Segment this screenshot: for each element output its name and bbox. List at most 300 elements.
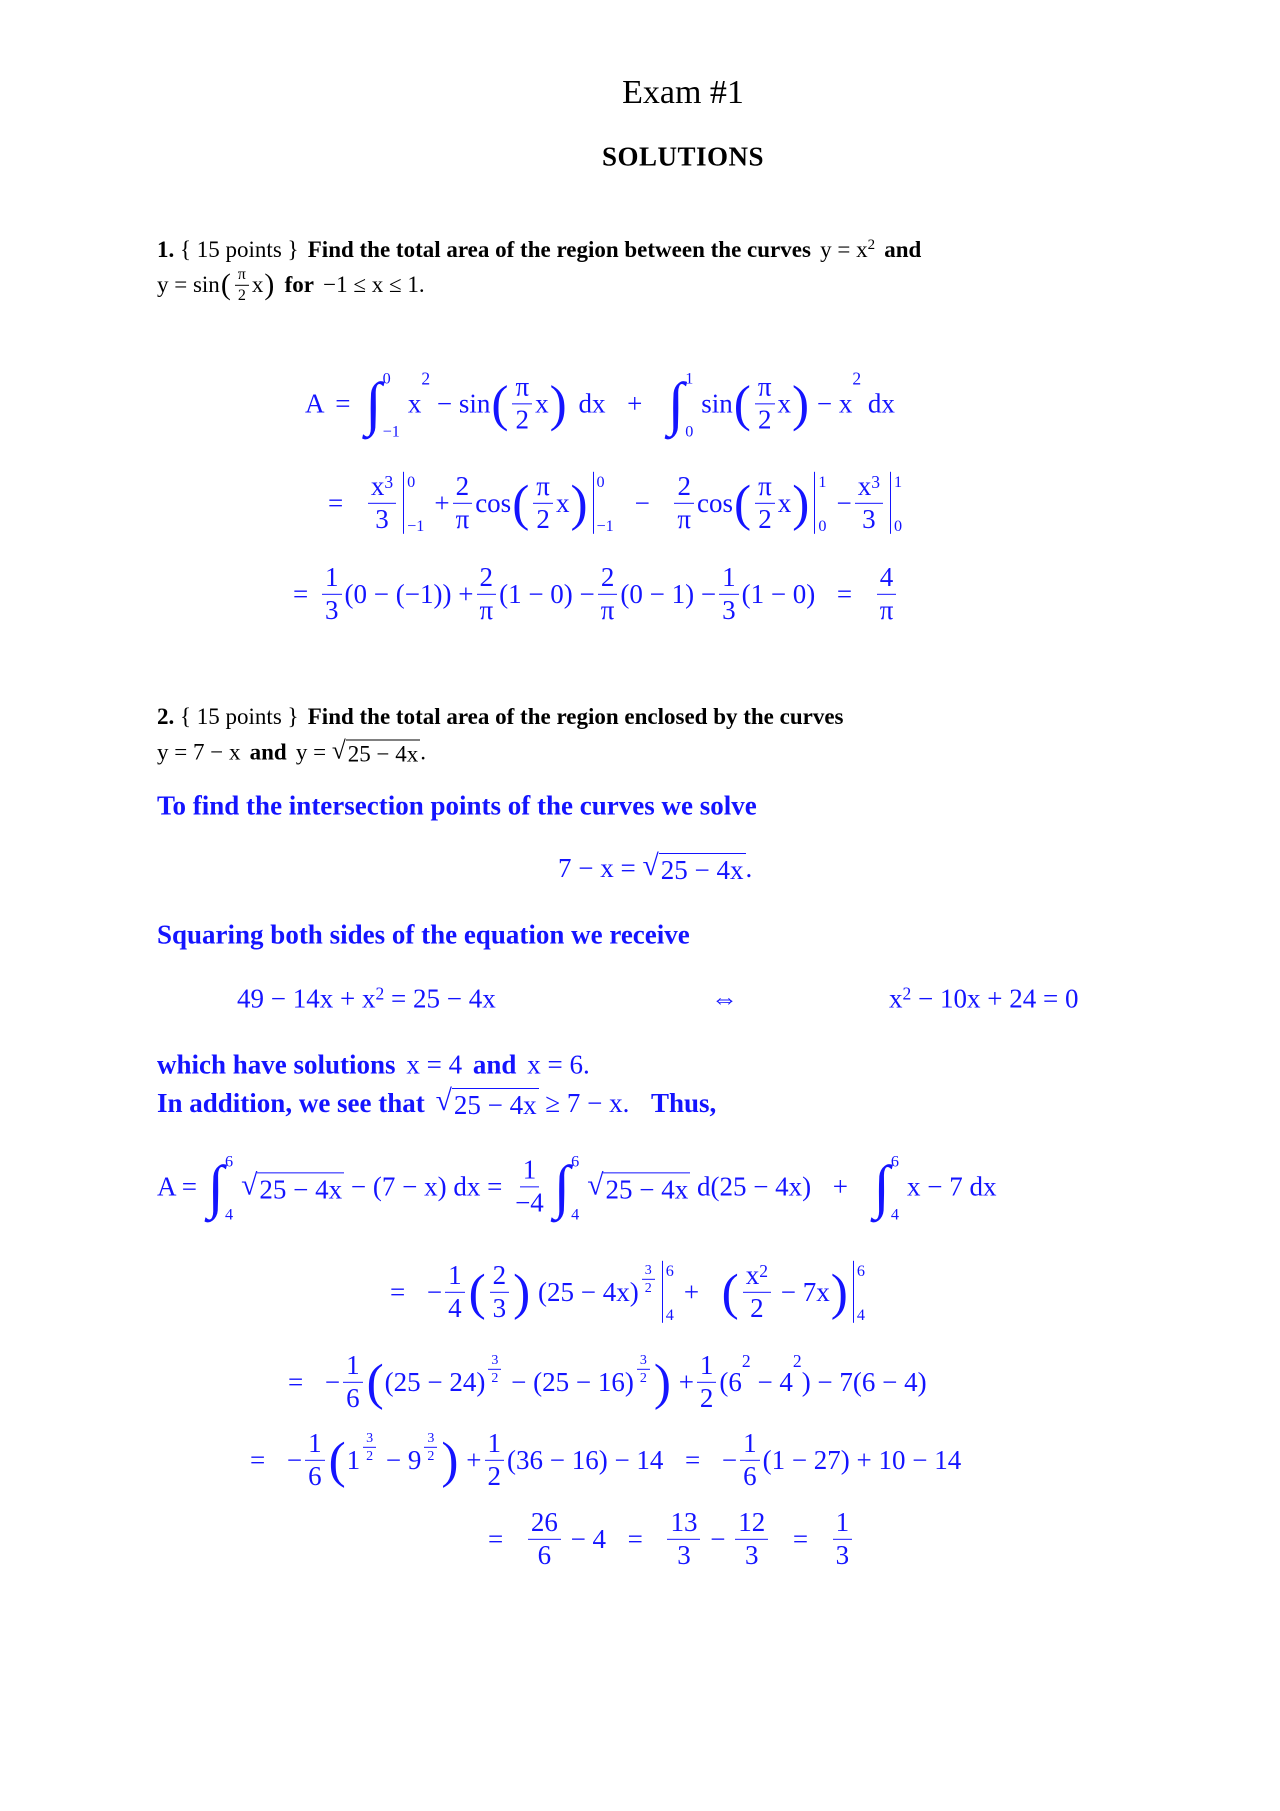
math-text: π [879, 594, 894, 625]
math-text: − [286, 1444, 303, 1475]
intersection-text [157, 791, 757, 822]
superscript [903, 985, 912, 1003]
math-text: 2 [421, 368, 431, 389]
large-parenthesis: ) [570, 474, 588, 532]
math-text: π [536, 470, 550, 501]
bold-text: Thus, [651, 1087, 717, 1118]
superscript [485, 1353, 504, 1387]
fraction-numerator [637, 1353, 650, 1370]
evaluation-limits [594, 472, 614, 534]
math-text: + [434, 487, 450, 518]
radicand [603, 1172, 690, 1205]
math-text: 3 [871, 471, 880, 492]
math-text: 3 [492, 1292, 507, 1323]
math-text: + [459, 1444, 482, 1475]
superscript [868, 238, 875, 253]
fraction-denominator [445, 1293, 465, 1324]
integral-limits [570, 1151, 579, 1222]
superscript [360, 1431, 379, 1465]
math-text: A = [157, 1171, 204, 1202]
math-text: 6 [308, 1460, 322, 1491]
bold-text: Squaring both sides of the equation we receive [157, 919, 690, 950]
math-text: cos [475, 487, 512, 518]
math-text: = [685, 1444, 701, 1475]
math-text: 25 − 4x [453, 1090, 537, 1120]
fraction-numerator [322, 563, 342, 595]
fraction [598, 563, 618, 625]
fraction-numerator [740, 1429, 760, 1461]
math-text: − [426, 1276, 443, 1307]
math-text: 7 − x = [558, 852, 643, 883]
math-text: 2 [852, 368, 862, 389]
fraction-numerator [735, 1508, 768, 1540]
fraction-denominator [513, 405, 533, 436]
fraction-numerator [424, 1431, 437, 1448]
fraction [305, 1429, 325, 1491]
math-text: 1 [699, 1349, 714, 1380]
integral-sign: ∫ [667, 370, 685, 437]
math-text: − 7x [774, 1276, 830, 1307]
fraction [363, 1431, 376, 1465]
math-text: 25 − 4x [660, 855, 744, 885]
math-text: y = sin [157, 272, 220, 297]
math-group [421, 1431, 440, 1465]
fraction [512, 1156, 547, 1218]
fraction-numerator [642, 1263, 655, 1280]
large-parenthesis: ) [653, 1353, 671, 1411]
fraction [528, 1508, 561, 1570]
large-parenthesis: ( [220, 268, 231, 302]
math-text: 2 [758, 503, 772, 534]
fraction-denominator [642, 1280, 655, 1296]
math-text: 2 [455, 470, 470, 501]
bold-text: and [884, 237, 922, 262]
large-parenthesis: ) [830, 1263, 848, 1321]
evaluation-limits [854, 1261, 865, 1323]
math-text: dx [861, 388, 895, 419]
fraction-denominator [747, 1293, 767, 1324]
superscript [384, 471, 394, 492]
solutions-heading-text: SOLUTIONS [601, 141, 765, 172]
square-root [587, 1169, 690, 1205]
fraction [343, 1351, 363, 1413]
fraction [755, 472, 775, 534]
math-text: π [479, 594, 494, 625]
math-text: x [370, 470, 385, 501]
math-text: − [703, 1523, 733, 1554]
fraction-numerator [453, 472, 473, 504]
math-text: 1 [835, 1506, 850, 1537]
fraction-denominator [488, 1370, 501, 1386]
solutions-text [157, 1050, 590, 1081]
evaluation-bar [853, 1261, 865, 1323]
bold-text: To find the intersection points of the curves we solve [157, 790, 757, 821]
math-text: 6 [346, 1382, 360, 1413]
math-text: (25 − 24) [384, 1366, 486, 1397]
large-parenthesis: ( [491, 375, 509, 433]
fraction-numerator [877, 563, 897, 595]
math-text: 3 [835, 1539, 850, 1570]
math-text: 2 [427, 1448, 435, 1464]
math-text: 2 [759, 1260, 769, 1281]
evaluation-limits [404, 472, 424, 534]
fraction [485, 1429, 505, 1491]
fraction [667, 1508, 700, 1570]
math-text: x [745, 1259, 760, 1290]
fraction [424, 1431, 437, 1465]
problem-1-solution-line-2 [328, 472, 912, 534]
math-text: − (25 − 16) [504, 1366, 634, 1397]
fraction-numerator [343, 1351, 363, 1383]
math-text: 1 [487, 1427, 501, 1458]
math-text: 1 [346, 1444, 361, 1475]
math-text: A [305, 388, 325, 419]
math-text: −1 ≤ x ≤ 1. [323, 272, 425, 297]
math-text: 2 [639, 1370, 647, 1386]
large-parenthesis: ( [733, 375, 751, 433]
large-parenthesis: ) [264, 268, 275, 302]
fraction-denominator [453, 504, 473, 535]
math-text: − [324, 1366, 341, 1397]
integral [874, 1151, 899, 1222]
addition-text [157, 1085, 716, 1121]
evaluation-bar [403, 472, 424, 534]
math-text: π [758, 470, 772, 501]
fraction-denominator [674, 504, 694, 535]
fraction-numerator [743, 1261, 771, 1293]
math-text: − 9 [379, 1444, 422, 1475]
fraction-numerator [490, 1261, 510, 1293]
math-text: 1 [308, 1427, 322, 1458]
math-text: = [792, 1523, 809, 1554]
math-group [360, 1431, 379, 1465]
math-text: 26 [530, 1506, 558, 1537]
fraction-denominator [859, 504, 879, 535]
bold-text: 2. [157, 704, 175, 729]
math-text: = [288, 1366, 304, 1397]
fraction [453, 472, 473, 534]
fraction [490, 1261, 510, 1323]
bold-text: In addition, we see that [157, 1087, 425, 1118]
math-text: 2 [792, 1350, 802, 1371]
integral-limits [382, 368, 400, 439]
fraction-denominator [535, 1540, 555, 1571]
math-text: + [627, 388, 643, 419]
integral-lower-limit: 4 [571, 1205, 580, 1224]
math-text: 4 [448, 1292, 462, 1323]
fraction [719, 563, 739, 625]
fraction [488, 1353, 501, 1387]
math-text: π [600, 594, 615, 625]
problem-2-solution-line-4 [250, 1429, 961, 1491]
evaluation-upper: 1 [818, 472, 827, 491]
math-text: 3 [384, 471, 394, 492]
fraction-numerator [305, 1429, 325, 1461]
math-text: 2 [867, 237, 876, 254]
fraction [322, 563, 342, 625]
math-text: −4 [515, 1187, 544, 1218]
evaluation-upper: 0 [596, 472, 605, 491]
fraction [735, 1508, 768, 1570]
problem-2-solution-line-3 [288, 1351, 927, 1413]
problem-2-solution-line-5 [488, 1508, 855, 1570]
fraction-denominator [697, 1383, 717, 1414]
fraction [445, 1261, 465, 1323]
fraction [533, 472, 553, 534]
math-text: 3 [862, 503, 876, 534]
math-text: − sin [430, 388, 491, 419]
radical-sign: √ [241, 1169, 258, 1201]
bold-text: for [284, 272, 314, 297]
evaluation-bar [890, 472, 902, 534]
math-text: (1 − 0) [741, 578, 816, 609]
fraction-denominator [833, 1540, 853, 1571]
integral-limits [684, 368, 693, 439]
math-text: (0 − 1) − [620, 578, 717, 609]
math-text: x [535, 388, 549, 419]
large-parenthesis: ) [513, 1263, 531, 1321]
math-text: − [836, 487, 852, 518]
integral-lower-limit: −1 [382, 422, 400, 441]
math-text: 3 [744, 1539, 759, 1570]
math-text: x [857, 470, 872, 501]
math-text: x = 4 [406, 1049, 463, 1080]
superscript [421, 1431, 440, 1465]
math-text: + [832, 1171, 849, 1202]
math-text: 3 [677, 1539, 691, 1570]
problem-2-solution-line-2 [390, 1261, 875, 1323]
math-text: x [889, 983, 903, 1014]
math-text: 2 [741, 1350, 751, 1371]
math-text: 6 [743, 1460, 757, 1491]
integral [668, 368, 693, 439]
math-text: = 25 − 4x [384, 983, 496, 1014]
problem-2-statement-line-1 [157, 704, 844, 730]
large-parenthesis: ) [549, 375, 567, 433]
fraction-denominator [719, 595, 739, 626]
math-text: y = [295, 739, 332, 764]
bold-text: and [249, 739, 287, 764]
math-text: − [721, 1444, 738, 1475]
math-text: − (7 − x) dx = [344, 1171, 510, 1202]
integral-sign: ∫ [365, 370, 382, 437]
square-root [642, 850, 745, 886]
superscript [852, 370, 861, 388]
math-text: 1 [346, 1349, 360, 1380]
fraction-denominator [674, 1540, 694, 1571]
squared-equation-right [889, 984, 1078, 1015]
superscript [421, 370, 430, 388]
fraction-denominator [305, 1461, 325, 1492]
fraction [833, 1508, 853, 1570]
fraction-numerator [697, 1351, 717, 1383]
fraction-denominator [343, 1383, 363, 1414]
fraction-numerator [833, 1508, 853, 1540]
math-text: 2 [492, 1259, 507, 1290]
math-text: dx [578, 388, 606, 419]
math-text: = [836, 578, 853, 609]
square-root [241, 1169, 344, 1205]
integral-sign: ∫ [873, 1153, 890, 1220]
fraction-numerator [363, 1431, 376, 1448]
fraction [855, 472, 883, 534]
evaluation-limits [891, 472, 902, 534]
fraction-numerator [528, 1508, 561, 1540]
fraction [740, 1429, 760, 1491]
problem-1-solution-line-1 [305, 368, 895, 439]
evaluation-lower: 4 [665, 1305, 674, 1324]
math-text: 2 [677, 470, 691, 501]
evaluation-upper: 0 [407, 472, 416, 491]
math-text: 3 [722, 594, 736, 625]
math-text: = [328, 487, 344, 518]
math-text: 2 [375, 983, 385, 1004]
math-text: 2 [491, 1370, 499, 1386]
fraction-numerator [533, 472, 553, 504]
integral-lower-limit: 4 [225, 1205, 234, 1224]
fraction [637, 1353, 650, 1387]
math-group [639, 1263, 658, 1297]
math-text: (1 − 0) − [499, 578, 595, 609]
math-text: − [634, 487, 650, 518]
math-text: ) − 7(6 − 4) [801, 1366, 927, 1397]
fraction-denominator [740, 1461, 760, 1492]
integral-limits [224, 1151, 233, 1222]
fraction-denominator [512, 1188, 547, 1219]
math-text: 2 [536, 503, 550, 534]
math-text: 3 [325, 594, 339, 625]
intersection-equation [558, 850, 752, 886]
fraction [755, 373, 775, 435]
fraction-denominator [363, 1448, 376, 1464]
fraction-denominator [235, 286, 249, 305]
bold-text: and [472, 1049, 517, 1080]
math-text: 2 [515, 404, 530, 435]
math-text: y = 7 − x [157, 739, 241, 764]
fraction-numerator [368, 472, 396, 504]
squared-equation-left [237, 984, 496, 1015]
math-text: π [515, 371, 530, 402]
exam-title [283, 74, 1083, 112]
math-text: − 4 [563, 1523, 607, 1554]
math-text: 1 [325, 561, 339, 592]
math-group [485, 1353, 504, 1387]
math-text: (36 − 16) − 14 [507, 1444, 664, 1475]
integral [554, 1151, 579, 1222]
math-text: = [335, 388, 351, 419]
fraction-numerator [477, 563, 497, 595]
large-parenthesis: ( [512, 474, 530, 532]
fraction-denominator [598, 595, 618, 626]
math-text: π [455, 503, 470, 534]
fraction-denominator [755, 504, 775, 535]
math-text: x [251, 272, 264, 297]
math-text: 2 [902, 983, 912, 1004]
math-text: 3 [644, 1261, 652, 1278]
evaluation-limits [815, 472, 826, 534]
fraction [512, 373, 532, 435]
math-text: 1 [448, 1259, 462, 1290]
math-text: − 10x + 24 = 0 [911, 983, 1079, 1014]
large-parenthesis: ( [328, 1431, 346, 1489]
math-text: 3 [639, 1351, 647, 1368]
large-parenthesis: ( [366, 1353, 384, 1411]
math-text: d(25 − 4x) [690, 1171, 812, 1202]
math-text: 13 [670, 1506, 698, 1537]
fraction [743, 1261, 771, 1323]
fraction [674, 472, 694, 534]
radical-sign: √ [587, 1169, 604, 1201]
math-text: (25 − 4x) [531, 1276, 639, 1307]
large-parenthesis: ) [792, 375, 810, 433]
fraction-numerator [598, 563, 618, 595]
math-text: π [757, 371, 772, 402]
math-text: 2 [644, 1280, 652, 1296]
fraction [368, 472, 396, 534]
math-group [858, 472, 880, 502]
evaluation-upper: 1 [893, 472, 903, 491]
fraction-numerator [855, 472, 883, 504]
fraction-numerator [667, 1508, 700, 1540]
fraction-denominator [372, 504, 392, 535]
large-parenthesis: ) [441, 1431, 459, 1489]
large-parenthesis: ) [792, 474, 810, 532]
integral-lower-limit: 4 [890, 1205, 899, 1224]
superscript [759, 1260, 769, 1281]
math-text: 1 [522, 1154, 537, 1185]
math-text: { 15 points } [174, 237, 299, 262]
math-text: 25 − 4x [347, 741, 419, 767]
large-parenthesis: ( [468, 1263, 486, 1321]
math-text: 2 [487, 1460, 501, 1491]
fraction-denominator [485, 1461, 505, 1492]
math-text: + [683, 1276, 700, 1307]
fraction-denominator [322, 595, 342, 626]
integral [365, 368, 400, 439]
radical-sign: √ [642, 850, 659, 882]
integral-upper-limit: 0 [382, 368, 391, 387]
math-text: 2 [600, 561, 615, 592]
math-text: 2 [750, 1292, 764, 1323]
squaring-text [157, 920, 690, 951]
fraction-denominator [742, 1540, 762, 1571]
fraction-numerator [719, 563, 739, 595]
math-text: x [777, 388, 792, 419]
math-text: π [677, 503, 692, 534]
integral [208, 1151, 233, 1222]
math-text: 25 − 4x [605, 1174, 689, 1204]
integral-sign: ∫ [553, 1153, 571, 1220]
fraction-denominator [637, 1370, 650, 1386]
math-text: = [390, 1276, 406, 1307]
evaluation-bar [662, 1261, 674, 1323]
superscript [375, 985, 384, 1003]
bold-text: 1. [157, 237, 175, 262]
problem-2-solution-line-1 [157, 1151, 996, 1222]
integral-lower-limit: 0 [685, 422, 694, 441]
radicand [659, 853, 746, 886]
math-text: 3 [366, 1429, 374, 1446]
evaluation-lower: −1 [407, 516, 425, 535]
math-text: x − 7 dx [906, 1171, 997, 1202]
bold-text: Find the total area of the region enclosed by the curves [307, 704, 844, 729]
fraction-numerator [674, 472, 694, 504]
math-text: − x [810, 388, 853, 419]
fraction-numerator [755, 373, 775, 405]
math-text: 2 [757, 404, 772, 435]
fraction-numerator [235, 266, 249, 286]
math-group [371, 472, 393, 502]
